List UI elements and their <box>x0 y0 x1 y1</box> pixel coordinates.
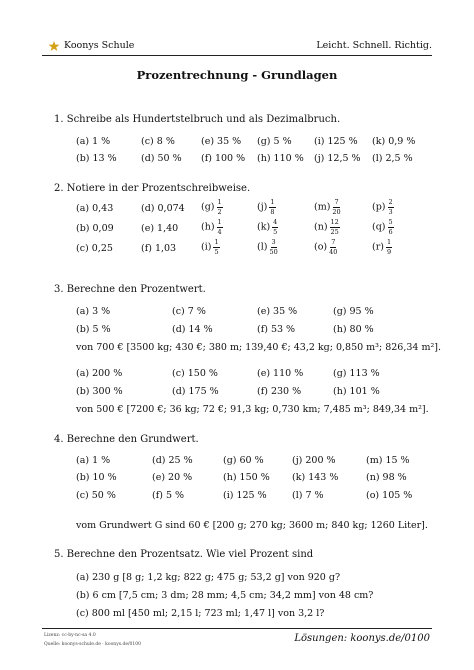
q3a-item: (e) 35 % <box>257 306 298 317</box>
q2-item <box>314 199 341 215</box>
q3-title: 3. Berechne den Prozentwert. <box>54 284 206 295</box>
q5-line-c: (c) 800 ml [450 ml; 2,15 l; 723 ml; 1,47 l] von 3,2 l? <box>76 608 325 619</box>
q3b-item: (c) 150 % <box>172 368 218 379</box>
fraction <box>386 239 392 255</box>
q2-item <box>141 223 178 234</box>
fraction <box>330 219 340 235</box>
q1-item: (c) 8 % <box>141 136 175 147</box>
q3b-item: (e) 110 % <box>257 368 304 379</box>
q2-item <box>76 243 113 254</box>
q1-item: (i) 125 % <box>314 136 358 147</box>
q4-item: (c) 50 % <box>76 490 116 501</box>
q3a-item: (a) 3 % <box>76 306 111 317</box>
header-rule <box>42 55 432 56</box>
q2-item-label: (n) <box>314 221 328 233</box>
q3a-item: (f) 53 % <box>257 324 296 335</box>
q2-item <box>257 239 278 255</box>
fraction <box>269 199 275 215</box>
footer-solutions-link[interactable]: Lösungen: koonys.de/0100 <box>294 633 430 644</box>
fraction-numerator: 4 <box>273 218 278 226</box>
q3b-item: (d) 175 % <box>172 386 219 397</box>
q2-item <box>201 239 220 255</box>
fraction-denominator: 3 <box>388 207 393 216</box>
q2-item-label: (h) <box>201 221 215 233</box>
q1-item: (l) 2,5 % <box>372 153 413 164</box>
star-logo-icon <box>48 41 60 51</box>
q1-title: 1. Schreibe als Hundertstelbruch und als Dezimalbruch. <box>54 114 341 125</box>
q2-item <box>257 199 276 215</box>
q2-item-label: (q) <box>372 221 386 233</box>
fraction-numerator: 1 <box>217 218 222 226</box>
q4-item: (b) 10 % <box>76 472 117 483</box>
fraction-numerator: 7 <box>331 238 336 246</box>
fraction-denominator: 25 <box>330 227 339 236</box>
q3b-item: (h) 101 % <box>333 386 380 397</box>
fraction <box>272 219 278 235</box>
fraction <box>332 199 340 215</box>
q2-item <box>76 203 113 214</box>
q2-item <box>372 239 392 255</box>
footer-rule <box>42 628 432 629</box>
q2-item <box>76 223 114 234</box>
fraction-numerator: 12 <box>330 218 339 226</box>
q2-item-label: (d) 0,074 <box>141 203 185 214</box>
q4-item: (f) 5 % <box>152 490 185 501</box>
q2-item-label: (g) <box>201 201 215 213</box>
q5-line-a: (a) 230 g [8 g; 1,2 kg; 822 g; 475 g; 53,2 g] von 920 g? <box>76 572 341 583</box>
q4-title: 4. Berechne den Grundwert. <box>54 434 199 445</box>
fraction-numerator: 2 <box>388 198 393 206</box>
q2-item-label: (c) 0,25 <box>76 243 113 254</box>
q4-item: (n) 98 % <box>366 472 407 483</box>
q4-line: vom Grundwert G sind 60 € [200 g; 270 kg; 3600 m; 840 kg; 1260 Liter]. <box>76 520 428 531</box>
fraction-numerator: 7 <box>334 198 339 206</box>
q3-line-2: von 500 € [7200 €; 36 kg; 72 €; 91,3 kg; 0,730 km; 7,485 m³; 849,34 m²]. <box>76 404 429 415</box>
q4-item: (h) 150 % <box>223 472 270 483</box>
q4-item: (o) 105 % <box>366 490 413 501</box>
fraction <box>217 199 223 215</box>
q1-item: (a) 1 % <box>76 136 111 147</box>
fraction-denominator: 4 <box>217 227 222 236</box>
q1-item: (f) 100 % <box>201 153 246 164</box>
q2-item <box>257 219 278 235</box>
fraction-denominator: 40 <box>329 247 338 256</box>
header-brand <box>48 40 134 51</box>
q1-item: (e) 35 % <box>201 136 242 147</box>
q2-title: 2. Notiere in der Prozentschreibweise. <box>54 183 251 194</box>
fraction <box>388 219 394 235</box>
q2-item <box>141 243 176 254</box>
q4-item: (e) 20 % <box>152 472 193 483</box>
q3a-item: (b) 5 % <box>76 324 111 335</box>
fraction <box>217 219 223 235</box>
q2-item <box>314 239 337 255</box>
q1-item: (k) 0,9 % <box>372 136 416 147</box>
q2-item-label: (j) <box>257 201 268 213</box>
fraction <box>388 199 394 215</box>
fraction-denominator: 5 <box>273 227 278 236</box>
footer-license: Lizenz: cc-by-nc-sa 4.0 <box>44 633 96 638</box>
fraction-denominator: 9 <box>386 247 392 256</box>
brand-name: Koonys Schule <box>64 40 135 51</box>
q2-item <box>372 199 394 215</box>
q2-item-label: (a) 0,43 <box>76 203 114 214</box>
fraction-denominator: 5 <box>214 247 219 256</box>
fraction <box>269 239 277 255</box>
q4-item: (d) 25 % <box>152 455 193 466</box>
q2-item-label: (e) 1,40 <box>141 223 179 234</box>
fraction-numerator: 3 <box>271 238 276 246</box>
q1-item: (j) 12,5 % <box>314 153 361 164</box>
q1-item: (h) 110 % <box>257 153 304 164</box>
q3b-item: (b) 300 % <box>76 386 123 397</box>
fraction-denominator: 8 <box>270 207 275 216</box>
fraction-denominator: 50 <box>269 247 278 256</box>
fraction-numerator: 1 <box>386 238 392 246</box>
q3b-item: (g) 113 % <box>333 368 380 379</box>
page-title: Prozentrechnung - Grundlagen <box>136 68 338 82</box>
q2-item-label: (k) <box>257 221 271 233</box>
q4-item: (a) 1 % <box>76 455 111 466</box>
q3a-item: (h) 80 % <box>333 324 374 335</box>
q3b-item: (a) 200 % <box>76 368 123 379</box>
footer-source: Quelle: koonys-schule.de · koonys.de/0100 <box>44 642 141 647</box>
q4-item: (m) 15 % <box>366 455 410 466</box>
q5-title: 5. Berechne den Prozentsatz. Wie viel Prozent sind <box>54 549 314 560</box>
q3a-item: (c) 7 % <box>172 306 206 317</box>
q2-item-label: (o) <box>314 241 328 253</box>
q1-item: (b) 13 % <box>76 153 117 164</box>
fraction <box>213 239 219 255</box>
fraction-denominator: 20 <box>332 207 341 216</box>
q2-item-label: (b) 0,09 <box>76 223 114 234</box>
fraction <box>329 239 337 255</box>
q2-item <box>372 219 394 235</box>
q2-item <box>141 203 185 214</box>
q2-item <box>201 219 223 235</box>
fraction-numerator: 1 <box>270 198 275 206</box>
q2-item <box>314 219 340 235</box>
q4-item: (k) 143 % <box>292 472 339 483</box>
q1-item: (g) 5 % <box>257 136 292 147</box>
q2-item-label: (i) <box>201 241 212 253</box>
fraction-numerator: 5 <box>388 218 393 226</box>
q2-item-label: (l) <box>257 241 268 253</box>
q3a-item: (d) 14 % <box>172 324 213 335</box>
header-slogan: Leicht. Schnell. Richtig. <box>316 40 432 51</box>
fraction-denominator: 6 <box>388 227 393 236</box>
q3a-item: (g) 95 % <box>333 306 374 317</box>
q1-item: (d) 50 % <box>141 153 182 164</box>
fraction-numerator: 1 <box>214 238 219 246</box>
q2-item-label: (p) <box>372 201 386 213</box>
fraction-denominator: 2 <box>217 207 222 216</box>
q4-item: (l) 7 % <box>292 490 324 501</box>
q3b-item: (f) 230 % <box>257 386 302 397</box>
q4-item: (g) 60 % <box>223 455 264 466</box>
q4-item: (j) 200 % <box>292 455 336 466</box>
q2-item <box>201 199 223 215</box>
q3-line-1: von 700 € [3500 kg; 430 €; 380 m; 139,40 €; 43,2 kg; 0,850 m³; 826,34 m²]. <box>76 342 442 353</box>
q5-line-b: (b) 6 cm [7,5 cm; 3 dm; 28 mm; 4,5 cm; 34,2 mm] von 48 cm? <box>76 590 374 601</box>
q2-item-label: (r) <box>372 241 384 253</box>
q2-item-label: (f) 1,03 <box>141 243 177 254</box>
q2-item-label: (m) <box>314 201 331 213</box>
q4-item: (i) 125 % <box>223 490 267 501</box>
fraction-numerator: 1 <box>217 198 222 206</box>
